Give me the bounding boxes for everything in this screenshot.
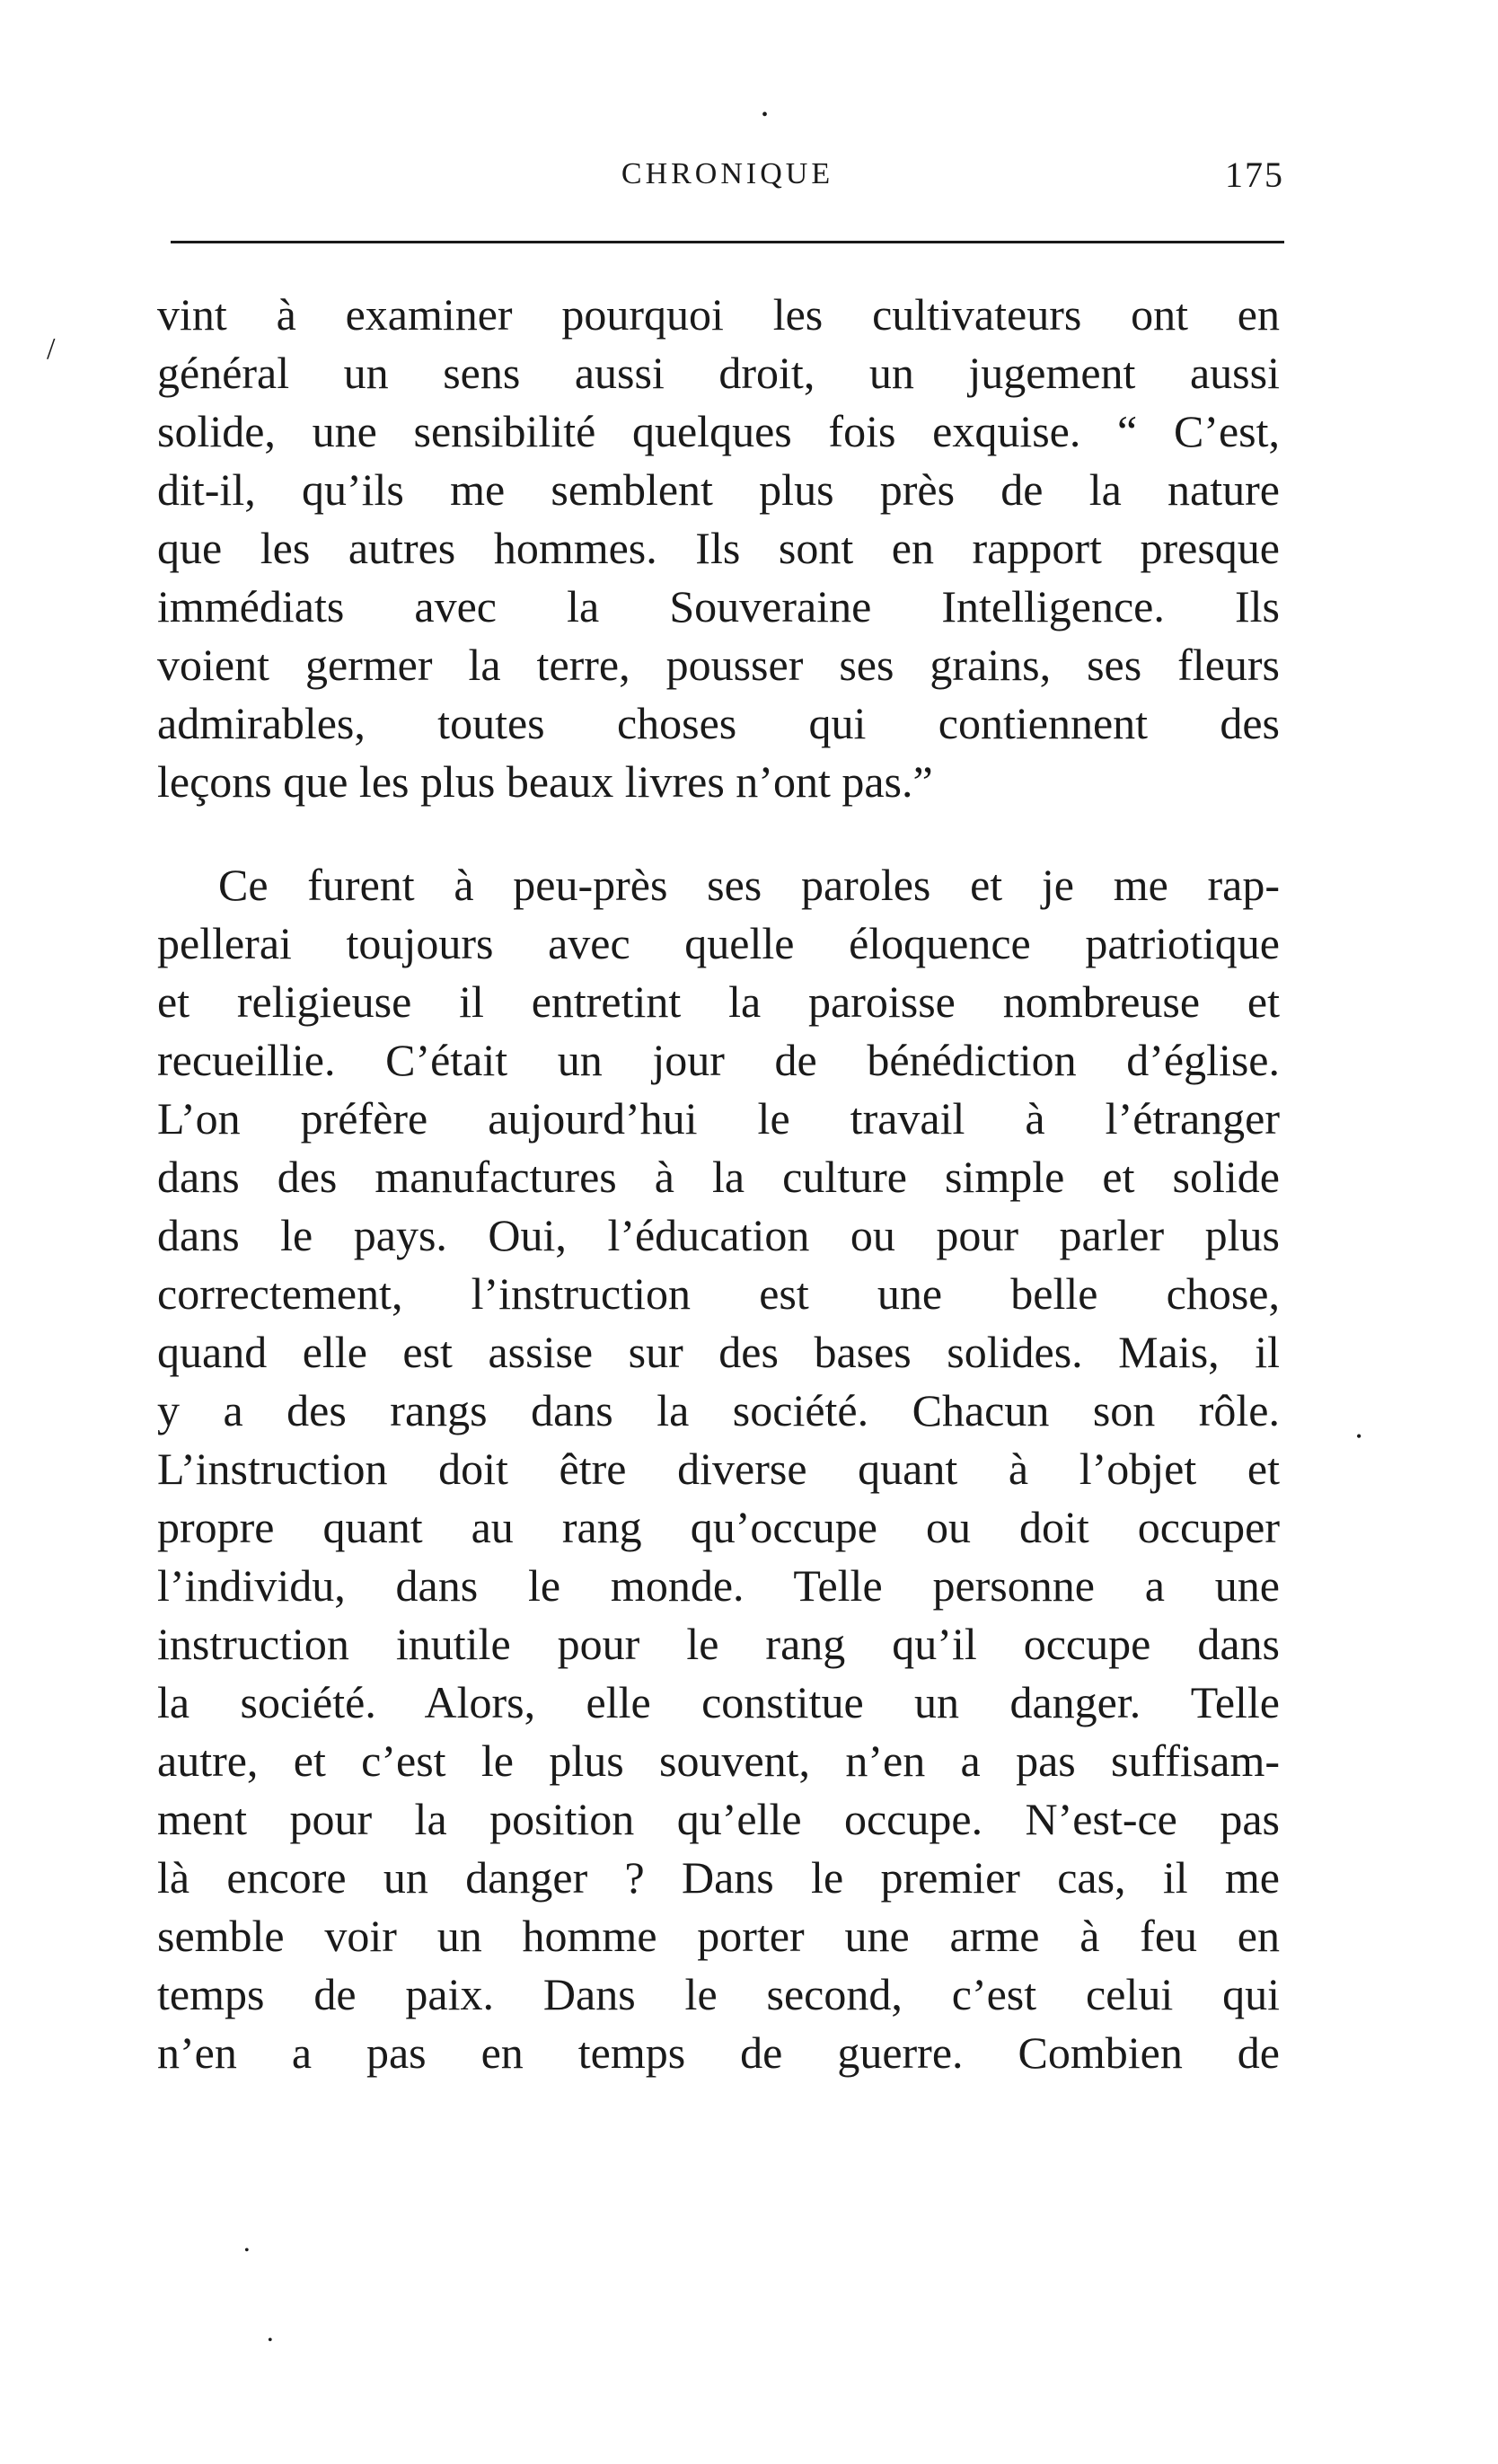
- text-line: vint à examiner pourquoi les cultivateurs ont en: [157, 289, 1280, 340]
- text-line: la société. Alors, elle constitue un danger. Telle: [157, 1677, 1280, 1727]
- text-line: que les autres hommes. Ils sont en rapport presque: [157, 523, 1280, 573]
- header-rule: [171, 241, 1284, 243]
- text-line: l’individu, dans le monde. Telle personne a une: [157, 1560, 1280, 1611]
- page-number: 175: [1225, 155, 1284, 195]
- body-text: [157, 286, 1280, 2082]
- text-line: Ce furent à peu-près ses paroles et je me rap-: [218, 860, 1280, 910]
- text-line: là encore un danger ? Dans le premier cas, il me: [157, 1852, 1280, 1903]
- text-line: général un sens aussi droit, un jugement aussi: [157, 348, 1280, 398]
- text-line: et religieuse il entretint la paroisse nombreuse et: [157, 976, 1280, 1027]
- text-line: immédiats avec la Souveraine Intelligence. Ils: [157, 581, 1280, 631]
- paragraph-gap: [157, 811, 1280, 856]
- text-line: recueillie. C’était un jour de bénédiction d’église.: [157, 1035, 1280, 1085]
- text-line: quand elle est assise sur des bases solides. Mais, il: [157, 1327, 1280, 1377]
- text-line: solide, une sensibilité quelques fois exquise. “ C’est,: [157, 406, 1280, 456]
- speck-mark: •: [244, 2243, 250, 2258]
- text-line: temps de paix. Dans le second, c’est celui qui: [157, 1969, 1280, 2019]
- text-line: voient germer la terre, pousser ses grains, ses fleurs: [157, 640, 1280, 690]
- text-line: semble voir un homme porter une arme à feu en: [157, 1911, 1280, 1961]
- speck-mark: •: [1356, 1427, 1362, 1445]
- text-line: L’on préfère aujourd’hui le travail à l’étranger: [157, 1093, 1280, 1144]
- text-line: L’instruction doit être diverse quant à l’objet et: [157, 1444, 1280, 1494]
- paragraph-2: [157, 856, 1280, 2082]
- text-line: ment pour la position qu’elle occupe. N’est-ce pas: [157, 1794, 1280, 1844]
- text-line: correctement, l’instruction est une belle chose,: [157, 1268, 1280, 1319]
- text-line: dit-il, qu’ils me semblent plus près de la nature: [157, 464, 1280, 515]
- speck-mark: •: [268, 2333, 273, 2348]
- running-head: CHRONIQUE: [621, 157, 834, 190]
- margin-stroke-mark: /: [47, 332, 56, 366]
- speck-mark: •: [762, 105, 769, 125]
- text-line: instruction inutile pour le rang qu’il occupe dans: [157, 1619, 1280, 1669]
- text-line: dans le pays. Oui, l’éducation ou pour parler plus: [157, 1210, 1280, 1260]
- text-line: propre quant au rang qu’occupe ou doit occuper: [157, 1502, 1280, 1552]
- page-header: [171, 157, 1284, 211]
- text-line: pellerai toujours avec quelle éloquence patriotique: [157, 918, 1280, 968]
- paragraph-1: [157, 286, 1280, 811]
- text-line: autre, et c’est le plus souvent, n’en a pas suffisam-: [157, 1735, 1280, 1786]
- text-line: n’en a pas en temps de guerre. Combien de: [157, 2027, 1280, 2078]
- text-line: y a des rangs dans la société. Chacun son rôle.: [157, 1385, 1280, 1435]
- text-line: dans des manufactures à la culture simple et solide: [157, 1152, 1280, 1202]
- text-line: admirables, toutes choses qui contiennent des: [157, 698, 1280, 748]
- text-line: leçons que les plus beaux livres n’ont pas.”: [157, 756, 933, 807]
